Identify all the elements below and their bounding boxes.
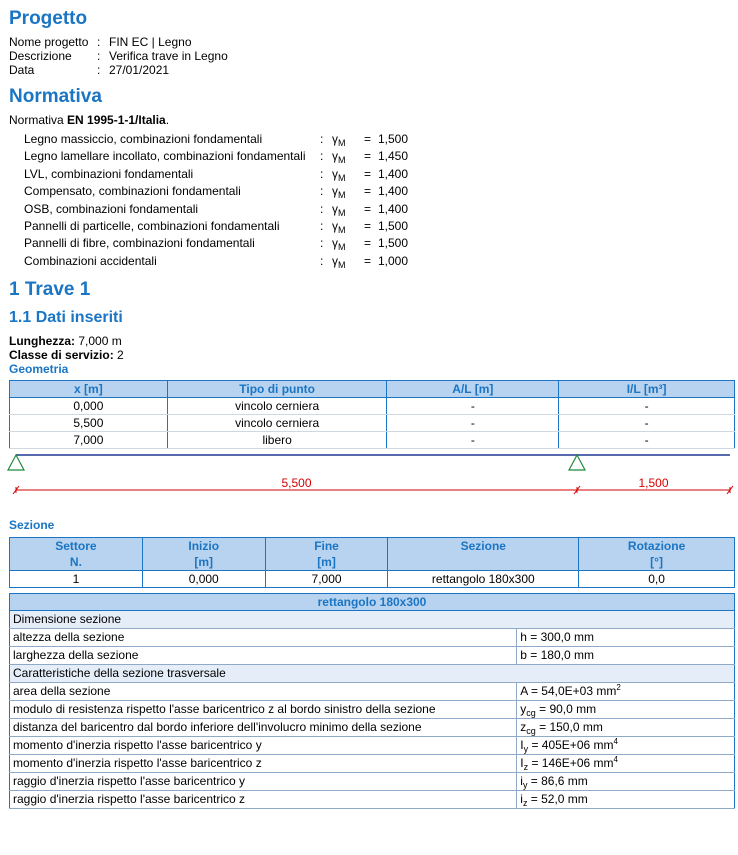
property-number: = 86,6 mm <box>527 774 588 788</box>
geometria-cell: - <box>559 415 735 432</box>
geometria-cell: 0,000 <box>10 398 168 415</box>
progetto-row <box>9 49 228 63</box>
sezione-cell: rettangolo 180x300 <box>388 571 579 588</box>
property-value <box>517 701 735 719</box>
gamma-label: LVL, combinazioni fondamentali <box>24 166 194 181</box>
property-value <box>517 755 735 773</box>
sezione-header-cell: Sezione <box>388 538 579 555</box>
progetto-row <box>9 35 192 49</box>
group-row <box>10 665 735 683</box>
gamma-row <box>24 218 408 235</box>
table-row <box>10 755 735 773</box>
group-title: Caratteristiche della sezione trasversale <box>10 665 735 683</box>
gamma-sub: M <box>338 259 346 270</box>
progetto-sep: : <box>97 63 101 77</box>
gamma-row <box>24 253 408 270</box>
property-label: larghezza della sezione <box>10 647 517 665</box>
property-number: = 300,0 mm <box>526 630 594 644</box>
progetto-sep: : <box>97 49 101 63</box>
heading-trave: 1 Trave 1 <box>9 279 91 300</box>
property-subscript: z <box>523 762 529 772</box>
sezione-unit-cell: N. <box>10 554 143 571</box>
table-row <box>10 398 735 415</box>
property-exponent: 4 <box>613 737 618 746</box>
support-icon <box>569 455 585 470</box>
normativa-suffix: . <box>165 113 170 127</box>
sezione-cell: 1 <box>10 571 143 588</box>
property-label: momento d'inerzia rispetto l'asse baricentrico y <box>10 737 517 755</box>
geometria-cell: - <box>559 398 735 415</box>
proprieta-title: rettangolo 180x300 <box>10 594 735 611</box>
normativa-line <box>9 113 169 127</box>
gamma-row <box>24 201 408 218</box>
table-row <box>10 701 735 719</box>
property-symbol: h <box>520 630 527 644</box>
classe-value: 2 <box>113 348 124 362</box>
property-label: distanza del baricentro dal bordo inferiore dell'involucro minimo della sezione <box>10 719 517 737</box>
table-row <box>10 647 735 665</box>
group-title: Dimensione sezione <box>10 611 735 629</box>
property-symbol: i <box>520 774 523 788</box>
progetto-key: Nome progetto <box>9 35 89 49</box>
gamma-label: OSB, combinazioni fondamentali <box>24 201 199 216</box>
gamma-char: γ <box>332 132 338 146</box>
gamma-equals: = <box>364 132 372 146</box>
gamma-row <box>24 148 408 165</box>
table-row <box>10 737 735 755</box>
classe-label: Classe di servizio: <box>9 348 114 362</box>
heading-progetto: Progetto <box>9 8 88 29</box>
gamma-sub: M <box>338 242 346 253</box>
gamma-sub: M <box>338 190 346 201</box>
gamma-row <box>24 131 408 148</box>
gamma-symbol <box>332 201 364 218</box>
property-label: momento d'inerzia rispetto l'asse baricentrico z <box>10 755 517 773</box>
gamma-symbol <box>332 131 364 148</box>
property-subscript: z <box>522 798 528 808</box>
gamma-value: 1,400 <box>378 184 409 199</box>
table-row <box>10 773 735 791</box>
gamma-equals: = <box>364 184 372 199</box>
gamma-colon: : <box>320 253 324 268</box>
gamma-label: Pannelli di particelle, combinazioni fondamentali <box>24 219 280 233</box>
property-value <box>517 773 735 791</box>
property-number: = 405E+06 mm <box>528 738 614 752</box>
gamma-row <box>24 166 408 183</box>
geometria-cell: - <box>559 432 735 449</box>
gamma-row <box>24 183 408 200</box>
gamma-equals: = <box>364 253 372 268</box>
gamma-equals: = <box>364 149 372 164</box>
sezione-cell: 7,000 <box>265 571 388 588</box>
property-symbol: y <box>520 702 527 716</box>
sezione-unit-cell <box>388 554 579 571</box>
property-label: raggio d'inerzia rispetto l'asse baricentrico y <box>10 773 517 791</box>
property-subscript: y <box>522 780 528 790</box>
gamma-value: 1,400 <box>378 166 409 181</box>
progetto-value: 27/01/2021 <box>109 63 170 77</box>
geometria-cell: libero <box>167 432 387 449</box>
span-label: 1,500 <box>638 476 669 490</box>
property-label: raggio d'inerzia rispetto l'asse baricentrico z <box>10 791 517 809</box>
gamma-char: γ <box>332 166 338 181</box>
gamma-sub: M <box>338 225 346 235</box>
gamma-value: 1,000 <box>378 253 409 268</box>
sezione-table <box>9 537 735 588</box>
gamma-symbol <box>332 183 364 200</box>
property-subscript: cg <box>526 708 536 718</box>
gamma-sub: M <box>338 207 346 218</box>
gamma-value: 1,450 <box>378 149 409 164</box>
gamma-label: Legno lamellare incollato, combinazioni fondamentali <box>24 149 306 164</box>
progetto-row <box>9 63 169 77</box>
gamma-value: 1,500 <box>378 219 409 233</box>
geometria-table <box>9 380 735 449</box>
gamma-char: γ <box>332 219 338 233</box>
heading-geometria: Geometria <box>9 362 69 376</box>
property-number: = 54,0E+03 mm <box>527 684 617 698</box>
gamma-label: Pannelli di fibre, combinazioni fondamentali <box>24 236 255 251</box>
geometria-header-cell: I/L [m³] <box>559 381 735 398</box>
lunghezza-line <box>9 334 122 348</box>
sezione-unit-cell: [m] <box>142 554 265 571</box>
geometria-cell: 7,000 <box>10 432 168 449</box>
sezione-header-cell: Rotazione <box>579 538 735 555</box>
property-number: = 146E+06 mm <box>528 756 614 770</box>
heading-sezione: Sezione <box>9 518 55 532</box>
normativa-code: EN 1995-1-1/Italia <box>67 113 166 127</box>
property-label: modulo di resistenza rispetto l'asse baricentrico z al bordo sinistro della sezione <box>10 701 517 719</box>
gamma-char: γ <box>332 253 338 268</box>
property-number: = 150,0 mm <box>535 720 603 734</box>
gamma-char: γ <box>332 236 338 251</box>
property-exponent: 4 <box>613 755 618 764</box>
gamma-value: 1,500 <box>378 236 409 251</box>
table-row <box>10 791 735 809</box>
gamma-symbol <box>332 166 364 183</box>
property-subscript: y <box>523 744 529 754</box>
gamma-sub: M <box>338 138 346 148</box>
heading-dati-inseriti: 1.1 Dati inseriti <box>9 309 123 326</box>
gamma-value: 1,400 <box>378 201 409 216</box>
property-symbol: I <box>520 756 524 770</box>
property-number: = 180,0 mm <box>526 648 594 662</box>
geometria-cell: - <box>387 415 559 432</box>
geometria-cell: - <box>387 432 559 449</box>
group-row <box>10 611 735 629</box>
heading-normativa: Normativa <box>9 86 102 107</box>
gamma-sub: M <box>338 155 346 166</box>
geometria-cell: 5,500 <box>10 415 168 432</box>
property-symbol: b <box>520 648 527 662</box>
property-value <box>517 629 735 647</box>
table-row <box>10 683 735 701</box>
property-number: = 52,0 mm <box>527 792 588 806</box>
gamma-symbol <box>332 253 364 270</box>
table-row <box>10 571 735 588</box>
normativa-prefix: Normativa <box>9 113 68 127</box>
progetto-key: Data <box>9 63 35 77</box>
table-row <box>10 432 735 449</box>
gamma-colon: : <box>320 219 324 233</box>
gamma-colon: : <box>320 132 324 146</box>
property-symbol: A <box>520 684 528 698</box>
table-row <box>10 629 735 647</box>
geometria-header-row <box>10 381 735 398</box>
gamma-equals: = <box>364 201 372 216</box>
gamma-sub: M <box>338 172 346 183</box>
geometria-header-cell: A/L [m] <box>387 381 559 398</box>
property-number: = 90,0 mm <box>535 702 597 716</box>
property-symbol: z <box>520 720 527 734</box>
property-value <box>517 647 735 665</box>
gamma-row <box>24 235 408 252</box>
gamma-equals: = <box>364 166 372 181</box>
gamma-value: 1,500 <box>378 132 409 146</box>
gamma-label: Combinazioni accidentali <box>24 253 157 268</box>
progetto-sep: : <box>97 35 101 49</box>
support-icon <box>8 455 24 470</box>
geometria-cell: - <box>387 398 559 415</box>
progetto-key: Descrizione <box>9 49 72 63</box>
lunghezza-value: 7,000 m <box>75 334 122 348</box>
sezione-unit-cell: [m] <box>265 554 388 571</box>
sezione-header-cell: Inizio <box>142 538 265 555</box>
progetto-value: FIN EC | Legno <box>109 35 192 49</box>
gamma-colon: : <box>320 166 324 181</box>
property-label: area della sezione <box>10 683 517 701</box>
lunghezza-label: Lunghezza: <box>9 334 75 348</box>
gamma-char: γ <box>332 184 338 199</box>
gamma-symbol <box>332 218 364 235</box>
geometria-cell: vincolo cerniera <box>167 398 387 415</box>
gamma-char: γ <box>332 149 338 164</box>
table-row <box>10 719 735 737</box>
progetto-value: Verifica trave in Legno <box>109 49 228 63</box>
property-exponent: 2 <box>616 683 621 692</box>
property-symbol: I <box>520 738 524 752</box>
sezione-header-cell: Fine <box>265 538 388 555</box>
span-label: 5,500 <box>281 476 312 490</box>
table-row <box>10 415 735 432</box>
proprieta-table <box>9 593 735 809</box>
property-label: altezza della sezione <box>10 629 517 647</box>
beam-diagram <box>0 448 738 510</box>
property-value <box>517 683 735 701</box>
property-symbol: i <box>520 792 523 806</box>
gamma-label: Legno massiccio, combinazioni fondamentali <box>24 132 263 146</box>
sezione-cell: 0,000 <box>142 571 265 588</box>
gamma-colon: : <box>320 149 324 164</box>
geometria-header-cell: Tipo di punto <box>167 381 387 398</box>
gamma-equals: = <box>364 219 372 233</box>
sezione-units-row <box>10 554 735 571</box>
geometria-header-cell: x [m] <box>10 381 168 398</box>
classe-line <box>9 348 124 362</box>
sezione-cell: 0,0 <box>579 571 735 588</box>
property-value <box>517 737 735 755</box>
gamma-colon: : <box>320 201 324 216</box>
gamma-symbol <box>332 235 364 252</box>
property-subscript: cg <box>526 726 536 736</box>
gamma-equals: = <box>364 236 372 251</box>
geometria-cell: vincolo cerniera <box>167 415 387 432</box>
sezione-header-cell: Settore <box>10 538 143 555</box>
property-value <box>517 719 735 737</box>
sezione-header-row <box>10 538 735 555</box>
gamma-char: γ <box>332 201 338 216</box>
gamma-label: Compensato, combinazioni fondamentali <box>24 184 241 199</box>
gamma-symbol <box>332 148 364 165</box>
gamma-colon: : <box>320 236 324 251</box>
gamma-colon: : <box>320 184 324 199</box>
sezione-unit-cell: [°] <box>579 554 735 571</box>
property-value <box>517 791 735 809</box>
